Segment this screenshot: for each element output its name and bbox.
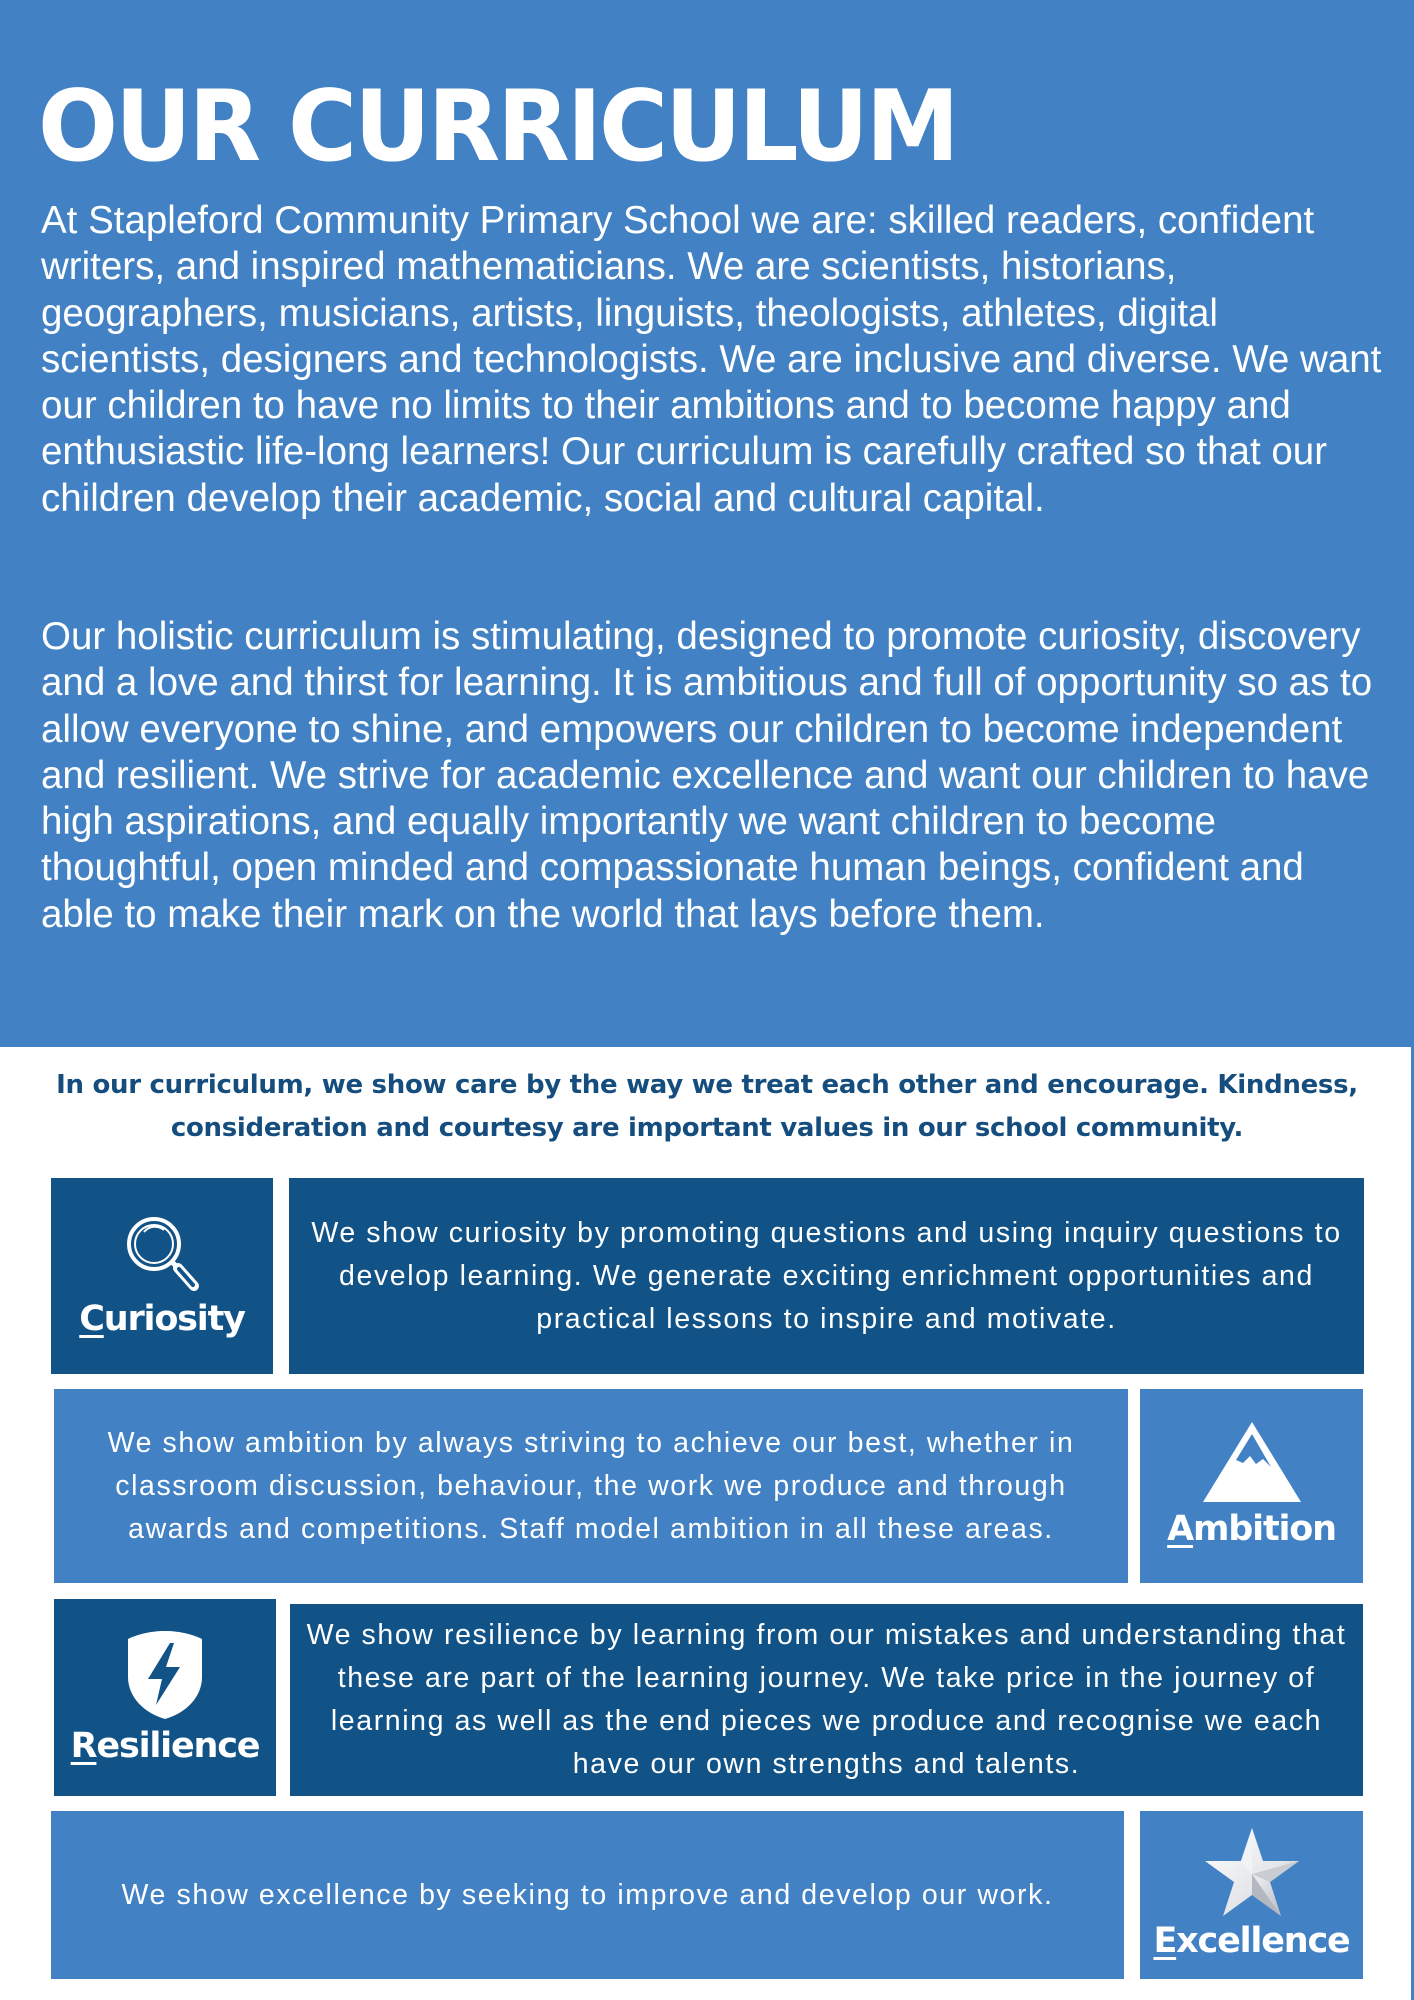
value-card-resilience bbox=[54, 1599, 276, 1796]
value-description-resilience: We show resilience by learning from our mistakes and understanding that these are part of the learning journey. We take price in the journey of learning as well as the end pieces we produce and recognise we each have our own strengths and talents. bbox=[290, 1604, 1363, 1796]
value-card-excellence bbox=[1140, 1811, 1363, 1979]
shield-lightning-icon bbox=[126, 1629, 204, 1721]
intro-paragraph: At Stapleford Community Primary School we are: skilled readers, confident writers, and inspired mathematicians. We are scientists, historians, geographers, musicians, artists, linguists, theologists, athletes, digital scientists, designers and technologists. We are inclusive and diverse. We want our children to have no limits to their ambitions and to become happy and enthusiastic life-long learners! Our curriculum is carefully crafted so that our children develop their academic, social and cultural capital. bbox=[41, 199, 1382, 520]
value-description-curiosity: We show curiosity by promoting questions and using inquiry questions to develop learning. We generate exciting enrichment opportunities and practical lessons to inspire and motivate. bbox=[289, 1178, 1364, 1374]
value-description-excellence: We show excellence by seeking to improve and develop our work. bbox=[51, 1811, 1124, 1979]
holistic-paragraph: Our holistic curriculum is stimulating, designed to promote curiosity, discovery and a love and thirst for learning. It is ambitious and full of opportunity so as to allow everyone to shine, and empowers our children to become independent and resilient. We strive for academic excellence and want our children to have high aspirations, and equally importantly we want children to become thoughtful, open minded and compassionate human beings, confident and able to make their mark on the world that lays before them. bbox=[41, 615, 1373, 936]
value-label-excellence: Excellence bbox=[1153, 1921, 1350, 1961]
page-title: OUR CURRICULUM bbox=[38, 70, 957, 184]
mountain-icon bbox=[1203, 1422, 1301, 1504]
star-icon bbox=[1204, 1828, 1300, 1916]
care-tagline: In our curriculum, we show care by the way we treat each other and encourage. Kindness, consideration and courtesy are important values in our school community. bbox=[56, 1070, 1358, 1143]
value-card-curiosity bbox=[51, 1178, 273, 1374]
value-card-ambition bbox=[1140, 1389, 1363, 1583]
value-description-ambition: We show ambition by always striving to achieve our best, whether in classroom discussion, behaviour, the work we produce and through awards and competitions. Staff model ambition in all these areas. bbox=[54, 1389, 1128, 1583]
magnifying-glass-icon bbox=[122, 1212, 202, 1294]
value-label-resilience: Resilience bbox=[70, 1725, 260, 1766]
value-label-curiosity: Curiosity bbox=[79, 1299, 245, 1339]
value-label-ambition: Ambition bbox=[1167, 1509, 1336, 1549]
